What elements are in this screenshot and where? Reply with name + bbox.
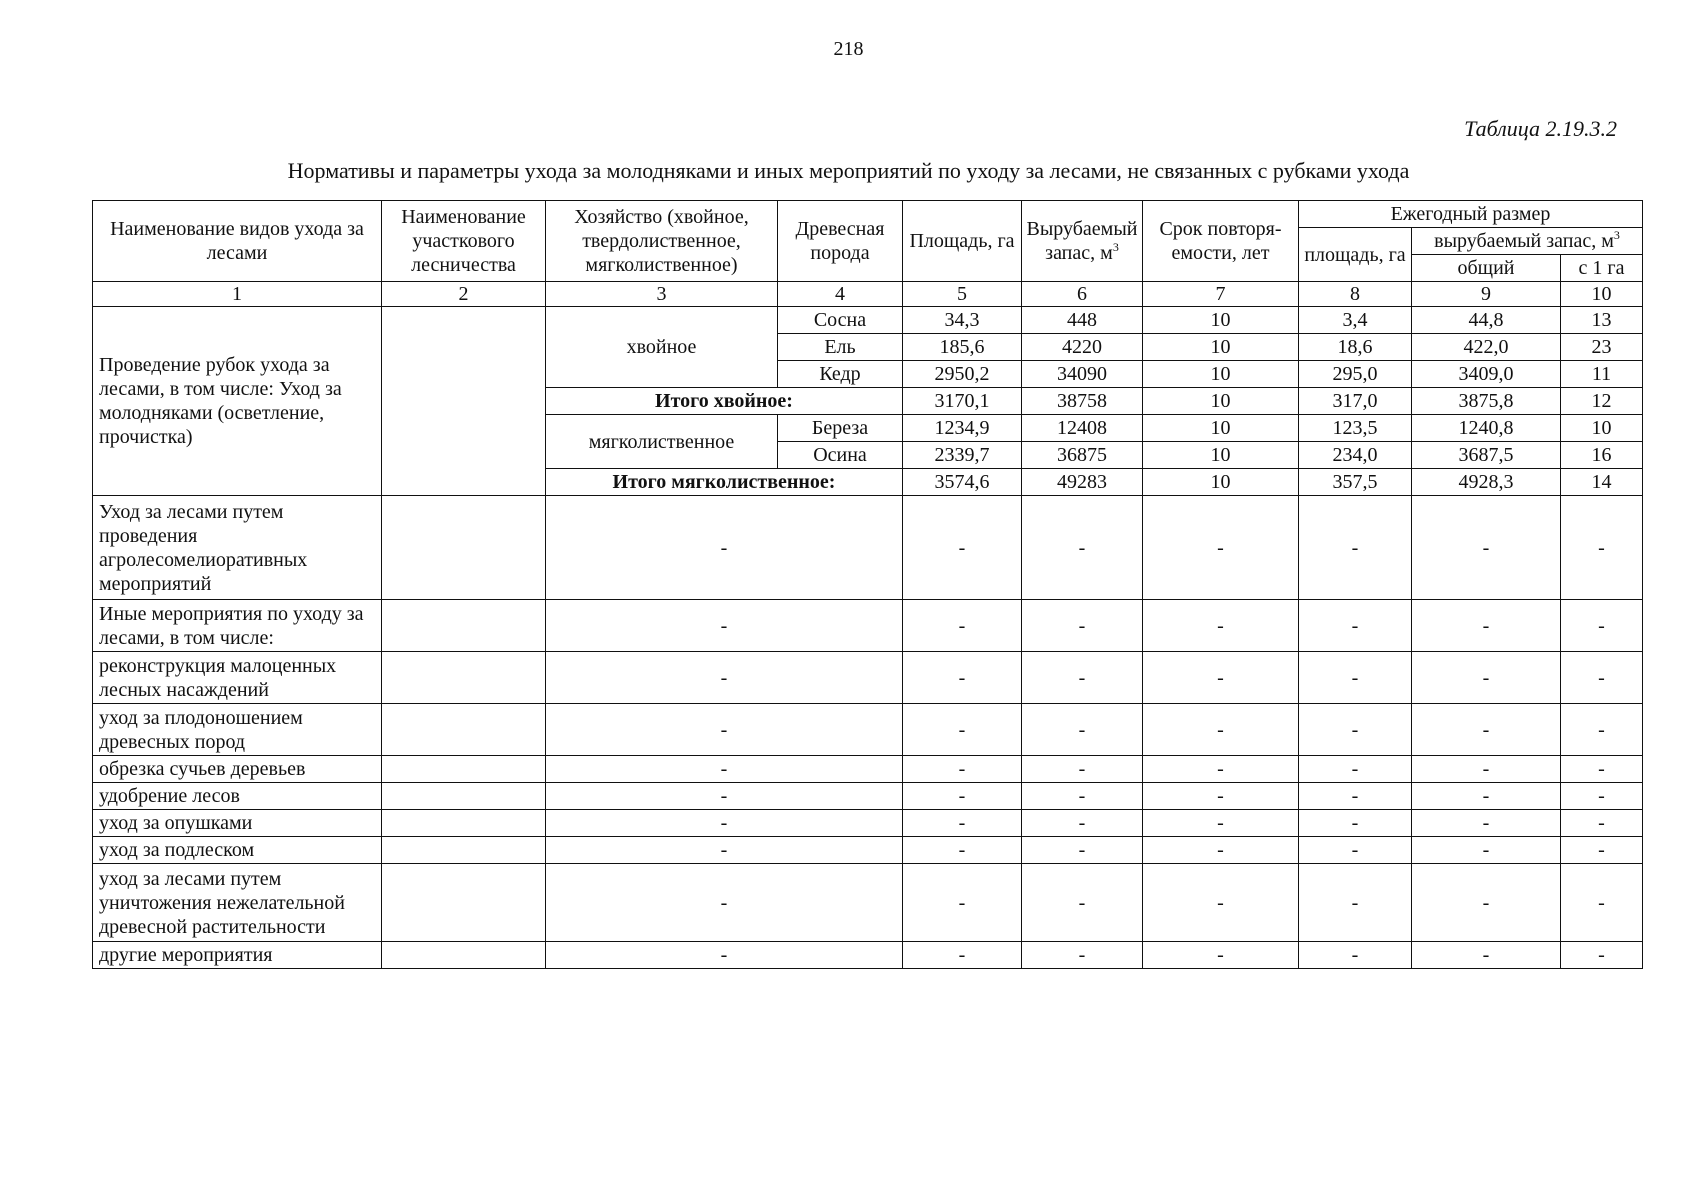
cell: - (1299, 837, 1412, 864)
cell: - (1143, 652, 1299, 704)
cell: 317,0 (1299, 388, 1412, 415)
cell: - (1022, 600, 1143, 652)
cell: - (1412, 704, 1561, 756)
cell: - (903, 783, 1022, 810)
cell: - (1412, 756, 1561, 783)
cell: 10 (1143, 388, 1299, 415)
cell: 12408 (1022, 415, 1143, 442)
row-forestry (382, 837, 546, 864)
cell: - (1022, 496, 1143, 600)
cell: 10 (1561, 415, 1643, 442)
row-name: реконструкция малоценных лесных насаждений (93, 652, 382, 704)
cell: - (1143, 864, 1299, 942)
cell: - (1412, 810, 1561, 837)
header-annual-stock (1412, 228, 1643, 255)
cell: 123,5 (1299, 415, 1412, 442)
norms-table (92, 200, 1643, 969)
cell: 44,8 (1412, 307, 1561, 334)
cell: - (546, 810, 903, 837)
row-forestry (382, 652, 546, 704)
row-forestry (382, 600, 546, 652)
header-period: Срок повторя-емости, лет (1143, 201, 1299, 282)
cell: - (1561, 942, 1643, 969)
cell: - (1561, 864, 1643, 942)
table-row (93, 704, 1643, 756)
cell: 295,0 (1299, 361, 1412, 388)
cell: - (1299, 652, 1412, 704)
row-name: уход за лесами путем уничтожения нежелательной древесной растительности (93, 864, 382, 942)
cell: 4220 (1022, 334, 1143, 361)
cell: - (546, 496, 903, 600)
cell: 34,3 (903, 307, 1022, 334)
cell: - (1022, 783, 1143, 810)
header-cut-stock-text: Вырубаемый запас, м (1026, 218, 1138, 264)
cell: 23 (1561, 334, 1643, 361)
soft-label: мягколиственное (546, 415, 778, 469)
cell: 3574,6 (903, 469, 1022, 496)
cell: - (1561, 704, 1643, 756)
cell: - (1143, 810, 1299, 837)
cell: Кедр (778, 361, 903, 388)
table-row (93, 837, 1643, 864)
cell: - (1022, 652, 1143, 704)
col-number: 9 (1412, 282, 1561, 307)
cell: - (1299, 600, 1412, 652)
header-annual-stock-text: вырубаемый запас, м (1434, 230, 1614, 252)
cell: - (1143, 704, 1299, 756)
table-row (93, 652, 1643, 704)
cell: - (1412, 496, 1561, 600)
row-forestry (382, 942, 546, 969)
row-name: уход за опушками (93, 810, 382, 837)
cell: - (1143, 600, 1299, 652)
row-forestry (382, 496, 546, 600)
table-title: Нормативы и параметры ухода за молодняками и иных мероприятий по уходу за лесами, не связанных с рубками ухода (287, 158, 1410, 183)
column-numbers-row (93, 282, 1643, 307)
cell: - (546, 756, 903, 783)
table-row (93, 600, 1643, 652)
cell: - (1022, 810, 1143, 837)
header-annual: Ежегодный размер (1299, 201, 1643, 228)
cell: 3687,5 (1412, 442, 1561, 469)
cell: 10 (1143, 442, 1299, 469)
col-number: 5 (903, 282, 1022, 307)
group-name: Проведение рубок ухода за лесами, в том числе: Уход за молодняками (осветление, прочистка) (93, 307, 382, 496)
cell: - (1412, 652, 1561, 704)
cell: 18,6 (1299, 334, 1412, 361)
cell: 3170,1 (903, 388, 1022, 415)
cell: - (1412, 942, 1561, 969)
cell: - (1299, 704, 1412, 756)
row-name: удобрение лесов (93, 783, 382, 810)
cell: - (1561, 600, 1643, 652)
cell: - (1561, 810, 1643, 837)
cell: 10 (1143, 361, 1299, 388)
cell: - (903, 496, 1022, 600)
table-caption: Таблица 2.19.3.2 (1464, 116, 1617, 141)
cell: - (1143, 756, 1299, 783)
cell: 16 (1561, 442, 1643, 469)
header-annual-area: площадь, га (1299, 228, 1412, 282)
header-economy: Хозяйство (хвойное, твердолиственное, мягколиственное) (546, 201, 778, 282)
table-row (93, 307, 1643, 334)
group-forestry (382, 307, 546, 496)
cell: - (546, 837, 903, 864)
header-kind: Наименование видов ухода за лесами (93, 201, 382, 282)
header-annual-stock-sup: 3 (1613, 228, 1620, 242)
header-annual-per-ha: с 1 га (1561, 255, 1643, 282)
cell: 422,0 (1412, 334, 1561, 361)
cell: - (1299, 783, 1412, 810)
cell: - (903, 864, 1022, 942)
cell: Ель (778, 334, 903, 361)
cell: 357,5 (1299, 469, 1412, 496)
cell: 234,0 (1299, 442, 1412, 469)
cell: 12 (1561, 388, 1643, 415)
table-row (93, 756, 1643, 783)
cell: - (1561, 652, 1643, 704)
row-forestry (382, 704, 546, 756)
cell: - (903, 810, 1022, 837)
cell: - (1561, 837, 1643, 864)
cell: 3,4 (1299, 307, 1412, 334)
cell: - (1412, 864, 1561, 942)
cell: - (1143, 942, 1299, 969)
col-number: 2 (382, 282, 546, 307)
cell: Береза (778, 415, 903, 442)
cell: - (1022, 864, 1143, 942)
cell: - (1022, 942, 1143, 969)
cell: - (1143, 496, 1299, 600)
cell: - (903, 704, 1022, 756)
cell: 10 (1143, 469, 1299, 496)
cell: - (546, 864, 903, 942)
cell: 36875 (1022, 442, 1143, 469)
cell: - (1022, 837, 1143, 864)
col-number: 4 (778, 282, 903, 307)
cell: - (1561, 756, 1643, 783)
cell: - (903, 942, 1022, 969)
header-cut-stock-sup: 3 (1112, 240, 1119, 254)
row-name: другие мероприятия (93, 942, 382, 969)
cell: - (546, 704, 903, 756)
cell: - (1143, 837, 1299, 864)
row-forestry (382, 864, 546, 942)
table-row (93, 864, 1643, 942)
subtotal-label: Итого мягколиственное: (546, 469, 903, 496)
cell: 10 (1143, 415, 1299, 442)
row-name: уход за плодоношением древесных пород (93, 704, 382, 756)
cell: 13 (1561, 307, 1643, 334)
cell: - (1412, 783, 1561, 810)
cell: - (1143, 783, 1299, 810)
cell: 34090 (1022, 361, 1143, 388)
cell: - (546, 783, 903, 810)
cell: - (546, 600, 903, 652)
col-number: 8 (1299, 282, 1412, 307)
header-cut-stock (1022, 201, 1143, 282)
col-number: 6 (1022, 282, 1143, 307)
table-row (93, 783, 1643, 810)
table-row (93, 810, 1643, 837)
row-forestry (382, 810, 546, 837)
cell: 185,6 (903, 334, 1022, 361)
cell: 1234,9 (903, 415, 1022, 442)
table-row (93, 942, 1643, 969)
page-number: 218 (833, 38, 864, 60)
cell: 4928,3 (1412, 469, 1561, 496)
col-number: 10 (1561, 282, 1643, 307)
cell: 11 (1561, 361, 1643, 388)
cell: 14 (1561, 469, 1643, 496)
cell: - (1299, 810, 1412, 837)
col-number: 7 (1143, 282, 1299, 307)
cell: - (1299, 496, 1412, 600)
cell: - (1412, 600, 1561, 652)
row-forestry (382, 756, 546, 783)
cell: - (546, 652, 903, 704)
row-name: Уход за лесами путем проведения агролесомелиоративных мероприятий (93, 496, 382, 600)
cell: - (903, 837, 1022, 864)
row-name: уход за подлеском (93, 837, 382, 864)
cell: Осина (778, 442, 903, 469)
cell: - (1022, 704, 1143, 756)
cell: - (1299, 864, 1412, 942)
cell: - (1299, 942, 1412, 969)
cell: 2339,7 (903, 442, 1022, 469)
cell: - (903, 756, 1022, 783)
row-forestry (382, 783, 546, 810)
table-row (93, 496, 1643, 600)
cell: 49283 (1022, 469, 1143, 496)
header-annual-total: общий (1412, 255, 1561, 282)
cell: 38758 (1022, 388, 1143, 415)
header-forestry: Наименование участкового лесничества (382, 201, 546, 282)
cell: 3875,8 (1412, 388, 1561, 415)
header-species: Древесная порода (778, 201, 903, 282)
cell: - (1561, 783, 1643, 810)
cell: - (903, 652, 1022, 704)
cell: - (546, 942, 903, 969)
row-name: обрезка сучьев деревьев (93, 756, 382, 783)
col-number: 1 (93, 282, 382, 307)
cell: - (1299, 756, 1412, 783)
cell: 448 (1022, 307, 1143, 334)
col-number: 3 (546, 282, 778, 307)
cell: - (1412, 837, 1561, 864)
header-area: Площадь, га (903, 201, 1022, 282)
conifer-label: хвойное (546, 307, 778, 388)
subtotal-label: Итого хвойное: (546, 388, 903, 415)
cell: 3409,0 (1412, 361, 1561, 388)
row-name: Иные мероприятия по уходу за лесами, в том числе: (93, 600, 382, 652)
cell: 10 (1143, 307, 1299, 334)
cell: 1240,8 (1412, 415, 1561, 442)
cell: - (1561, 496, 1643, 600)
cell: 2950,2 (903, 361, 1022, 388)
cell: - (903, 600, 1022, 652)
cell: Сосна (778, 307, 903, 334)
cell: - (1022, 756, 1143, 783)
cell: 10 (1143, 334, 1299, 361)
